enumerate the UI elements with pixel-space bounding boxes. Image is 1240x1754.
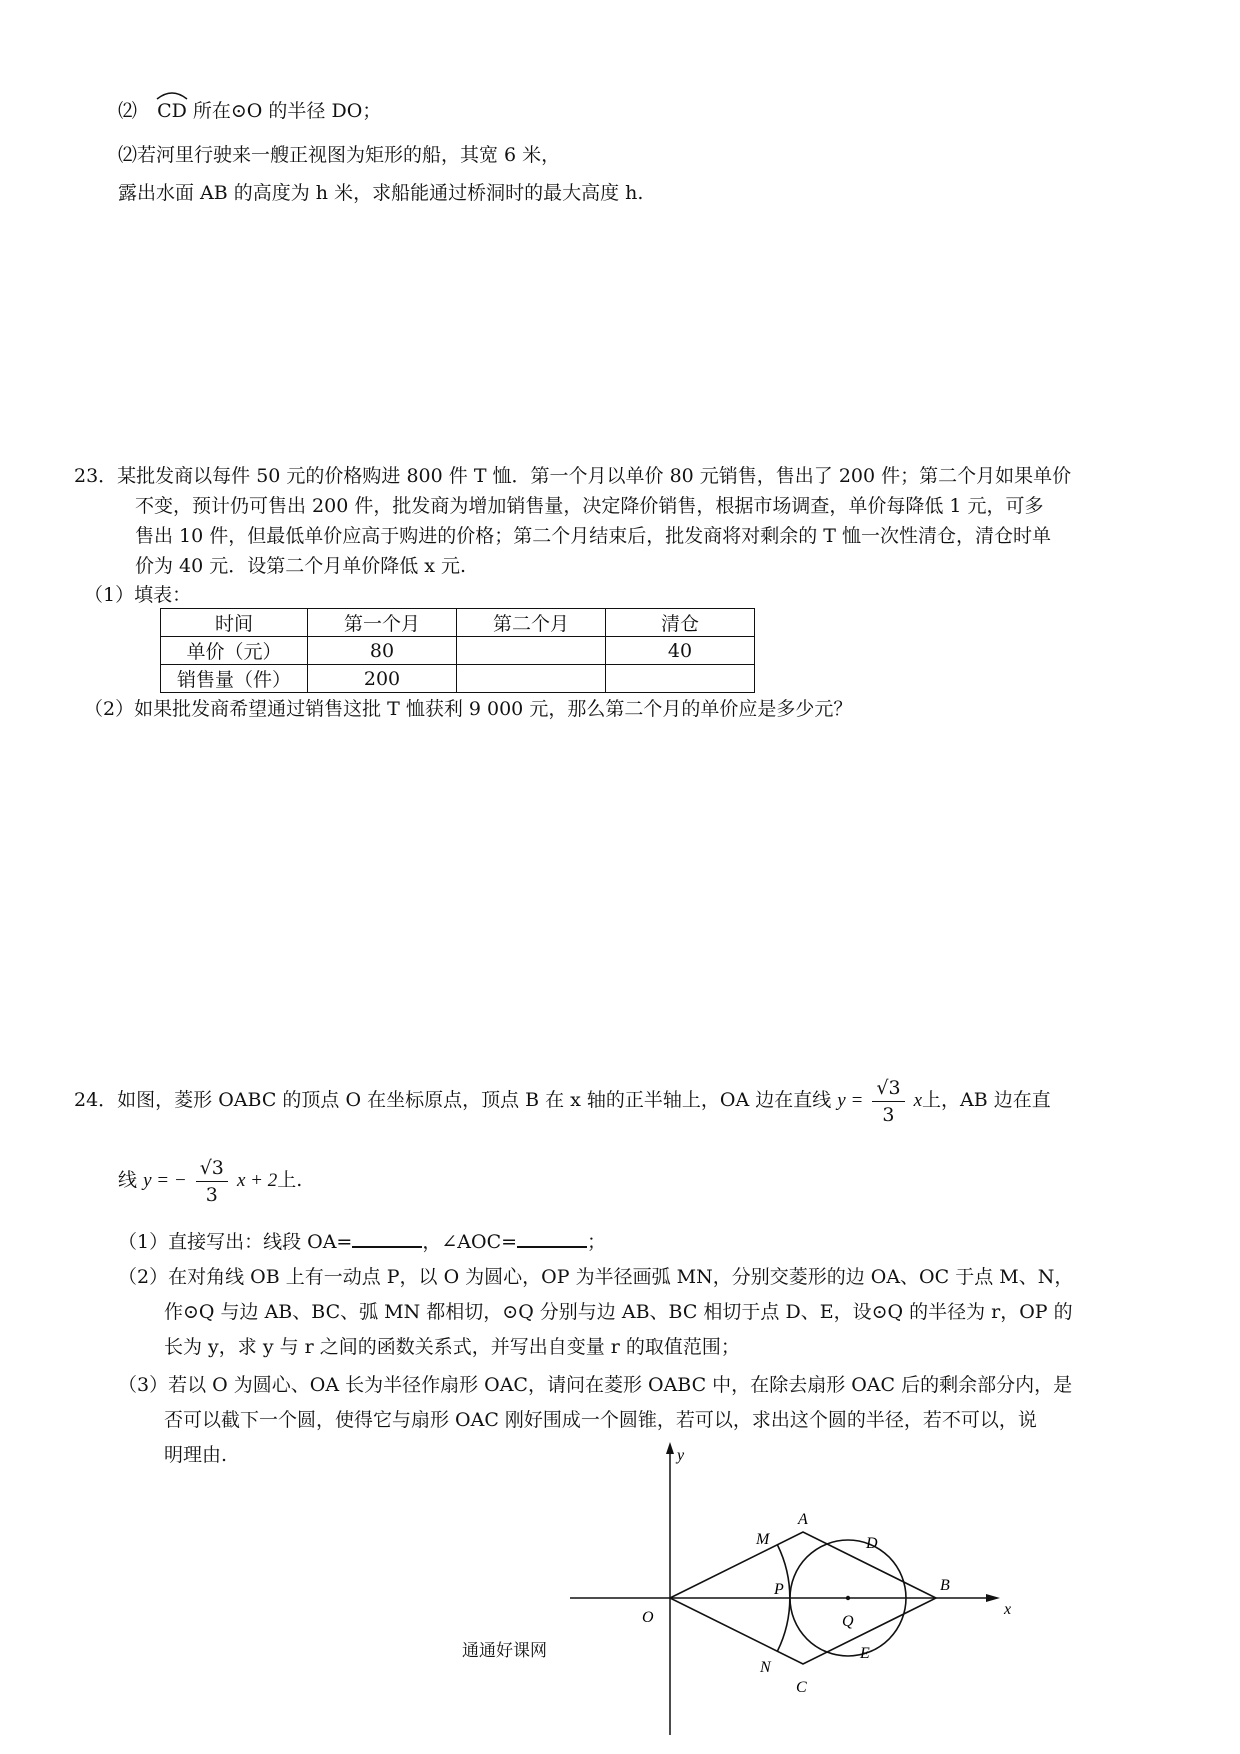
arc-symbol-icon	[155, 90, 189, 100]
q23-line-1: 23．某批发商以每件 50 元的价格购进 800 件 T 恤．第一个月以单价 80 元销售，售出了 200 件；第二个月如果单价	[74, 465, 1072, 487]
table-cell: 单价（元）	[161, 637, 308, 665]
q24-part-2-line-2: 作⊙Q 与边 AB、BC、弧 MN 都相切，⊙Q 分别与边 AB、BC 相切于点 D、E，设⊙Q 的半径为 r，OP 的	[164, 1301, 1073, 1323]
table-header-cell: 第二个月	[457, 609, 606, 637]
label-p: P	[774, 1581, 784, 1598]
equation-y: y = −	[143, 1170, 187, 1191]
coordinate-diagram	[560, 1440, 1020, 1740]
label-x: x	[1004, 1601, 1012, 1618]
q22-subpart-number: ⑵	[118, 100, 138, 122]
table-cell: 40	[606, 637, 755, 665]
label-e: E	[860, 1645, 870, 1662]
answer-blank-oa[interactable]	[352, 1228, 422, 1248]
fraction-sqrt3-over-3: $\frac{√3}{3}$	[872, 1075, 904, 1128]
q23-line-2: 不变，预计仍可售出 200 件，批发商为增加销售量，决定降价销售，根据市场调查，单价每降低 1 元，可多	[135, 495, 1044, 517]
q23-part-1: （1）填表：	[84, 584, 192, 606]
table-header-cell: 时间	[161, 609, 308, 637]
label-m: M	[756, 1531, 770, 1548]
label-q: Q	[842, 1613, 854, 1630]
y-axis-arrow-icon	[666, 1442, 674, 1454]
q22-subpart-2-text: 所在⊙O 的半径 DO；	[192, 100, 382, 122]
table-cell-blank[interactable]	[606, 665, 755, 693]
arc-cd-label: CD	[157, 98, 187, 124]
table-header-cell: 清仓	[606, 609, 755, 637]
q24-line-2: 线 y = − $\frac{√3}{3}$ x + 2上.	[118, 1156, 303, 1206]
table-row	[161, 665, 755, 693]
q23-line-4: 价为 40 元．设第二个月单价降低 x 元.	[135, 555, 467, 577]
q24-part-1: （1）直接写出：线段 OA= ，∠AOC= ；	[118, 1228, 606, 1255]
answer-blank-angle-aoc[interactable]	[517, 1228, 587, 1248]
q24-part-2-line-3: 长为 y，求 y 与 r 之间的函数关系式，并写出自变量 r 的取值范围；	[164, 1336, 740, 1358]
q24-part-2-line-1: （2）在对角线 OB 上有一动点 P，以 O 为圆心，OP 为半径画弧 MN，分别交菱形的边 OA、OC 于点 M、N，	[118, 1266, 1074, 1288]
x-axis-arrow-icon	[986, 1594, 1000, 1602]
table-cell: 200	[308, 665, 457, 693]
q22-subpart-3-cont: 露出水面 AB 的高度为 h 米，求船能通过桥洞时的最大高度 h.	[118, 182, 644, 204]
equation-y: y =	[837, 1090, 864, 1111]
table-cell-blank[interactable]	[457, 637, 606, 665]
q24-part-3-line-2: 否可以截下一个圆，使得它与扇形 OAC 刚好围成一个圆锥，若可以，求出这个圆的半径，若不可以，说	[164, 1409, 1037, 1431]
table-header-cell: 第一个月	[308, 609, 457, 637]
table-row	[161, 637, 755, 665]
q23-line-3: 售出 10 件，但最低单价应高于购进的价格；第二个月结束后，批发商将对剩余的 T 恤一次性清仓，清仓时单	[135, 525, 1052, 547]
fraction-sqrt3-over-3: $\frac{√3}{3}$	[196, 1155, 228, 1208]
label-a: A	[798, 1511, 808, 1528]
table-cell-blank[interactable]	[457, 665, 606, 693]
table-cell: 销售量（件）	[161, 665, 308, 693]
q23-part-2: （2）如果批发商希望通过销售这批 T 恤获利 9 000 元，那么第二个月的单价应是多少元？	[84, 698, 853, 720]
fill-in-table	[160, 608, 755, 693]
table-header-row	[161, 609, 755, 637]
q24-part-3-line-3: 明理由.	[164, 1444, 228, 1466]
label-c: C	[796, 1679, 807, 1696]
label-o: O	[642, 1609, 654, 1626]
label-b: B	[940, 1577, 950, 1594]
q24-part-3-line-1: （3）若以 O 为圆心、OA 长为半径作扇形 OAC，请问在菱形 OABC 中，在除去扇形 OAC 后的剩余部分内，是	[118, 1374, 1073, 1396]
q22-subpart-2	[118, 98, 381, 124]
label-n: N	[760, 1659, 771, 1676]
table-cell: 80	[308, 637, 457, 665]
label-y: y	[677, 1447, 685, 1464]
label-d: D	[866, 1535, 878, 1552]
q24-line-1: 24．如图，菱形 OABC 的顶点 O 在坐标原点，顶点 B 在 x 轴的正半轴上，OA 边在直线 y = $\frac{√3}{3}$ x上，AB 边在直	[74, 1076, 1051, 1126]
q22-subpart-3: ⑵若河里行驶来一艘正视图为矩形的船，其宽 6 米，	[118, 144, 561, 166]
watermark-text: 通通好课网	[462, 1641, 547, 1661]
rhombus-figure	[560, 1440, 1020, 1745]
